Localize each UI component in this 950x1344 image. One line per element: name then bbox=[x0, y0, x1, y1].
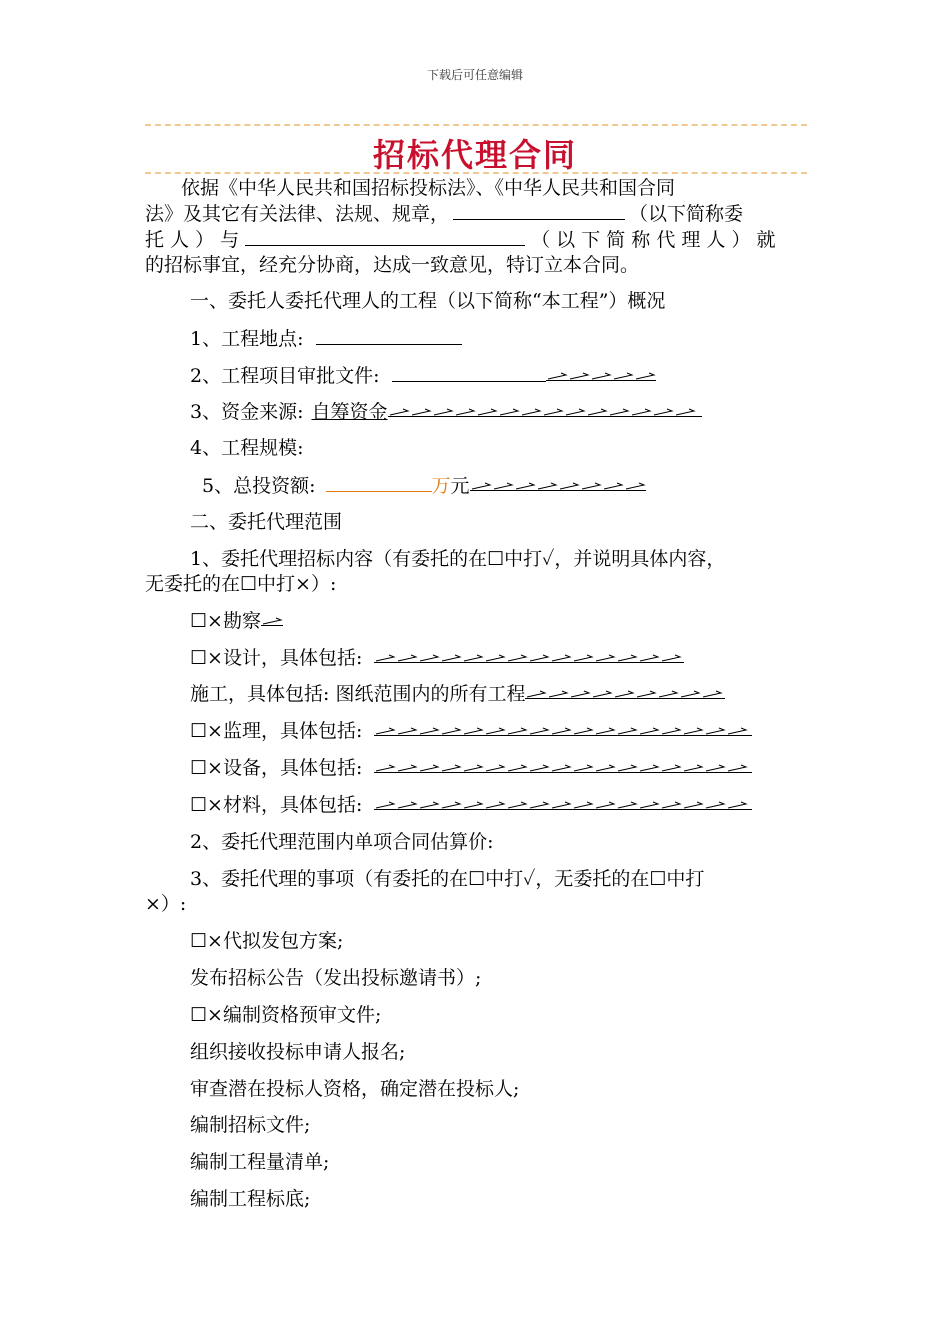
scope-item3-line2: ×）: bbox=[145, 893, 187, 915]
scope-item1-text2: 无委托的在☐中打×）: bbox=[145, 573, 337, 595]
arrow-leader-icon bbox=[388, 406, 702, 417]
arrow-leader-icon bbox=[546, 370, 656, 381]
intro-text-2a: 法》及其它有关法律、法规、规章， bbox=[145, 203, 450, 225]
material-row bbox=[190, 793, 752, 817]
intro-text-3a: 托 人 ） 与 bbox=[145, 229, 240, 251]
supervision-checkbox-label: ☐×监理，具体包括: bbox=[190, 720, 363, 742]
intro-text-2b: （以下简称委 bbox=[629, 203, 744, 225]
intro-line-1 bbox=[145, 176, 807, 201]
task-1: ☐×代拟发包方案; bbox=[190, 930, 344, 952]
construction-label: 施工，具体包括: 图纸范围内的所有工程 bbox=[190, 683, 526, 705]
client-name-blank[interactable] bbox=[453, 201, 625, 220]
header-note: 下载后可任意编辑 bbox=[426, 68, 523, 82]
investment-row bbox=[202, 473, 646, 498]
document-title: 招标代理合同 bbox=[372, 136, 577, 174]
construction-row bbox=[190, 682, 725, 706]
intro-text-4: 的招标事宜，经充分协商，达成一致意见，特订立本合同。 bbox=[145, 254, 640, 276]
arrow-leader-icon bbox=[374, 762, 752, 773]
intro-text-1: 依据《中华人民共和国招标投标法》、《中华人民共和国合同 bbox=[181, 177, 676, 199]
task-3: ☐×编制资格预审文件; bbox=[190, 1004, 382, 1026]
agent-name-blank[interactable] bbox=[245, 227, 525, 246]
arrow-leader-icon bbox=[374, 799, 752, 810]
task-4: 组织接收投标申请人报名; bbox=[190, 1041, 406, 1063]
scope-item2: 2、委托代理范围内单项合同估算价: bbox=[190, 831, 494, 853]
investment-blank[interactable] bbox=[326, 473, 432, 492]
arrow-leader-icon bbox=[525, 688, 725, 699]
location-blank[interactable] bbox=[316, 326, 462, 345]
design-row bbox=[190, 646, 684, 670]
investment-label: 5、总投资额: bbox=[202, 475, 316, 497]
section2-heading: 二、委托代理范围 bbox=[190, 511, 343, 533]
arrow-leader-icon bbox=[374, 652, 684, 663]
funding-value: 自筹资金 bbox=[311, 401, 388, 423]
arrow-leader-icon bbox=[261, 615, 283, 626]
scope-item3-line1: 3、委托代理的事项（有委托的在☐中打✓，无委托的在☐中打 bbox=[190, 868, 705, 890]
task-8: 编制工程标底; bbox=[190, 1188, 311, 1210]
task-5: 审查潜在投标人资格，确定潜在投标人; bbox=[190, 1078, 520, 1100]
section1-heading: 一、委托人委托代理人的工程（以下简称“本工程”）概况 bbox=[190, 290, 666, 312]
intro-line-2 bbox=[145, 201, 807, 227]
scale-label: 4、工程规模: bbox=[190, 437, 304, 459]
arrow-leader-icon bbox=[374, 725, 752, 736]
task-2: 发布招标公告（发出投标邀请书）; bbox=[190, 967, 482, 989]
material-checkbox-label: ☐×材料，具体包括: bbox=[190, 794, 363, 816]
equipment-row bbox=[190, 756, 752, 780]
survey-row bbox=[190, 609, 283, 633]
design-checkbox-label: ☐×设计，具体包括: bbox=[190, 647, 363, 669]
approval-row bbox=[190, 363, 656, 388]
intro-text-3b: （ 以 下 简 称 代 理 人 ） 就 bbox=[531, 229, 776, 251]
location-row bbox=[190, 326, 462, 351]
approval-blank[interactable] bbox=[392, 363, 546, 382]
supervision-row bbox=[190, 719, 752, 743]
funding-row bbox=[190, 400, 702, 424]
top-dashed-divider bbox=[145, 124, 807, 126]
scope-item1-text1: 1、委托代理招标内容（有委托的在☐中打✓，并说明具体内容， bbox=[190, 548, 726, 570]
equipment-checkbox-label: ☐×设备，具体包括: bbox=[190, 757, 363, 779]
scope-item1-line1 bbox=[190, 547, 725, 571]
survey-checkbox-label: ☐×勘察 bbox=[190, 610, 261, 632]
intro-line-3 bbox=[145, 227, 807, 253]
task-6: 编制招标文件; bbox=[190, 1114, 311, 1136]
funding-label: 3、资金来源: bbox=[190, 401, 304, 423]
investment-unit-yuan: 元 bbox=[450, 475, 470, 497]
intro-paragraph bbox=[145, 176, 807, 278]
approval-label: 2、工程项目审批文件: bbox=[190, 365, 380, 387]
bottom-dashed-divider bbox=[145, 172, 807, 174]
scope-item1-line2 bbox=[145, 572, 336, 596]
investment-unit-wan: 万 bbox=[431, 475, 451, 497]
scale-row bbox=[190, 436, 304, 460]
location-label: 1、工程地点: bbox=[190, 328, 304, 350]
intro-line-4 bbox=[145, 253, 807, 278]
task-7: 编制工程量清单; bbox=[190, 1151, 330, 1173]
arrow-leader-icon bbox=[470, 480, 646, 491]
